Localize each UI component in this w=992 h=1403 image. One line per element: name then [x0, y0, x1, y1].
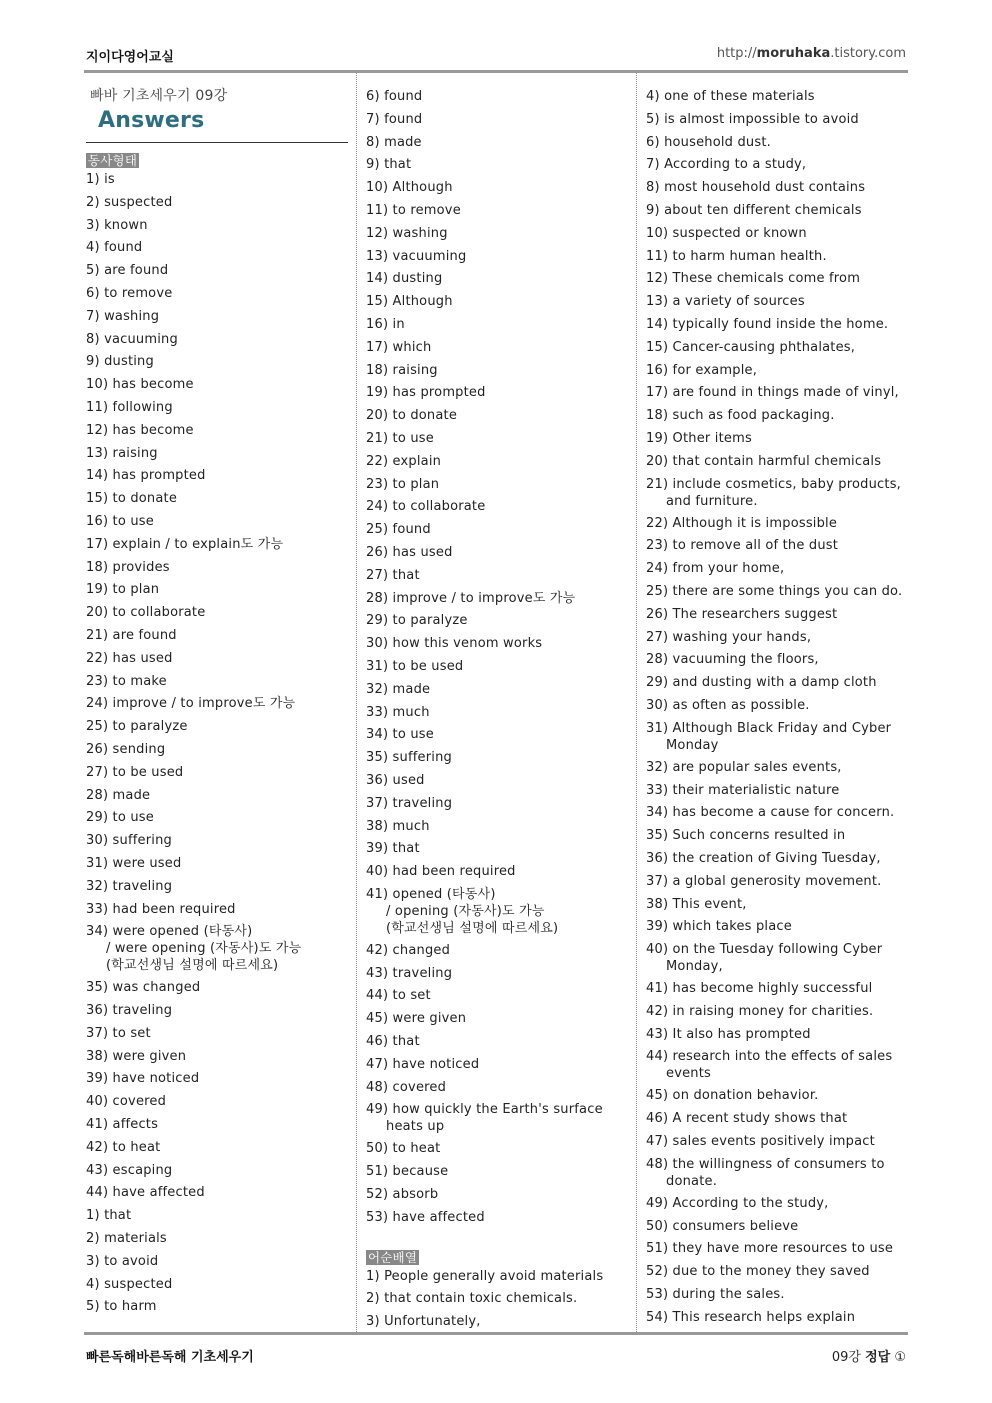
list-item: 51) they have more resources to use — [646, 1241, 894, 1257]
list-item: 36) used — [366, 772, 425, 788]
list-item: 24) improve / to improve도 가능 — [86, 696, 296, 712]
list-item: 17) which — [366, 339, 432, 355]
list-item: 15) Cancer-causing phthalates, — [646, 339, 856, 355]
list-item: 38) This event, — [646, 896, 747, 912]
list-item: 20) to donate — [366, 408, 458, 424]
list-item: 7) washing — [86, 308, 160, 324]
list-item: 39) have noticed — [86, 1071, 200, 1087]
url-prefix: http:// — [716, 46, 757, 61]
lesson-subtitle: 빠바 기초세우기 09강 — [90, 88, 228, 104]
list-item: 37) to set — [86, 1025, 151, 1041]
list-item: 39) that — [366, 841, 420, 857]
answer-list — [646, 86, 908, 474]
list-item: 12) washing — [366, 225, 448, 241]
list-item: 25) found — [366, 522, 431, 538]
list-item: 52) due to the money they saved — [646, 1264, 870, 1280]
list-item: 18) such as food packaging. — [646, 408, 835, 424]
list-item: 31) to be used — [366, 658, 464, 674]
list-item: 41) has become highly successful — [646, 981, 873, 997]
list-item: 41) affects — [86, 1117, 159, 1133]
list-item: 42) in raising money for charities. — [646, 1003, 874, 1019]
list-item: 42) to heat — [86, 1139, 161, 1155]
footer-rule — [84, 1332, 908, 1335]
list-item: 32) traveling — [86, 878, 173, 894]
list-item: 28) improve / to improve도 가능 — [366, 590, 576, 606]
list-item: 15) Although — [366, 294, 453, 310]
list-item: 27) to be used — [86, 764, 184, 780]
list-item: 13) raising — [86, 445, 158, 461]
answer-list — [646, 1193, 908, 1330]
list-item: 48) the willingness of consumers to donate. — [646, 1156, 885, 1189]
list-item: 22) Although it is impossible — [646, 515, 838, 531]
list-item: 43) escaping — [86, 1162, 173, 1178]
list-item: 36) traveling — [86, 1003, 173, 1019]
list-item: 11) to remove — [366, 202, 461, 218]
list-item: 20) to collaborate — [86, 605, 206, 621]
list-item: 32) are popular sales events, — [646, 759, 842, 775]
list-item: 44) to set — [366, 988, 431, 1004]
list-item: 35) was changed — [86, 980, 201, 996]
header-rule — [84, 70, 908, 73]
list-item: 24) to collaborate — [366, 499, 486, 515]
list-item: 32) made — [366, 681, 431, 697]
list-item: 18) provides — [86, 559, 170, 575]
list-item: 12) has become — [86, 422, 194, 438]
section-label-verb-form: 동사형태 — [88, 153, 138, 168]
list-item: 5) are found — [86, 263, 169, 279]
list-item: 6) found — [366, 89, 423, 104]
list-item: 27) that — [366, 567, 420, 583]
answer-list — [646, 1085, 908, 1153]
list-item: 26) The researchers suggest — [646, 606, 838, 622]
answers-column-2 — [366, 86, 628, 1334]
list-item: 7) found — [366, 111, 423, 127]
list-item: 35) Such concerns resulted in — [646, 828, 846, 844]
list-item: 26) sending — [86, 741, 166, 757]
list-item: 2) that contain toxic chemicals. — [366, 1291, 578, 1307]
list-item: 41) opened (타동사) / opening (자동사)도 가능 (학교선생님 설명에 따르세요) — [366, 886, 559, 936]
footer-book-title: 빠른독해바른독해 기초세우기 — [86, 1350, 254, 1365]
list-item: 13) a variety of sources — [646, 294, 805, 310]
list-item: 30) how this venom works — [366, 636, 543, 652]
list-item: 39) which takes place — [646, 919, 792, 935]
header-url[interactable] — [717, 46, 906, 61]
list-item: 31) Although Black Friday and Cyber Monday — [646, 720, 892, 753]
list-item: 44) have affected — [86, 1185, 205, 1201]
list-item: 40) on the Tuesday following Cyber Monday, — [646, 942, 883, 975]
list-item: 38) much — [366, 818, 430, 834]
list-item: 2) suspected — [86, 194, 173, 210]
list-item: 25) there are some things you can do. — [646, 583, 903, 599]
answers-column-1 — [86, 86, 348, 1319]
header-site-name: 지이다영어교실 — [86, 50, 174, 65]
list-item: 3) known — [86, 217, 148, 233]
list-item: 29) to use — [86, 810, 154, 826]
answer-list — [646, 978, 908, 1046]
footer-page-label: 09강 정답 ① — [831, 1350, 906, 1365]
list-item: 23) to plan — [366, 476, 440, 492]
answer-list — [366, 1138, 628, 1229]
list-item: 29) to paralyze — [366, 613, 468, 629]
column-divider — [636, 73, 637, 1332]
list-item: 4) one of these materials — [646, 89, 815, 104]
list-item: 34) were opened (타동사) / were opening (자동사)도 가능 (학교선생님 설명에 따르세요) — [86, 924, 302, 974]
list-item: 6) household dust. — [646, 134, 771, 150]
list-item: 43) It also has prompted — [646, 1026, 811, 1042]
list-item: 13) vacuuming — [366, 248, 467, 264]
list-item: 34) to use — [366, 727, 434, 743]
column-divider — [356, 73, 357, 1332]
list-item: 40) had been required — [366, 864, 516, 880]
answer-list — [366, 1266, 628, 1334]
list-item: 49) how quickly the Earth's surface heats up — [366, 1102, 603, 1135]
list-item: 45) were given — [366, 1011, 467, 1027]
list-item: 19) Other items — [646, 430, 752, 446]
list-item: 19) to plan — [86, 582, 160, 598]
list-item: 5) is almost impossible to avoid — [646, 111, 859, 127]
title-rule — [86, 142, 348, 143]
url-suffix: .tistory.com — [830, 46, 906, 61]
list-item: 20) that contain harmful chemicals — [646, 453, 882, 469]
list-item: 28) vacuuming the floors, — [646, 652, 819, 668]
list-item: 12) These chemicals come from — [646, 271, 861, 287]
list-item: 27) washing your hands, — [646, 629, 812, 645]
list-item: 49) According to the study, — [646, 1195, 829, 1211]
list-item: 23) to make — [86, 673, 167, 689]
list-item: 17) explain / to explain도 가능 — [86, 536, 284, 552]
list-item: 14) typically found inside the home. — [646, 316, 889, 332]
list-item: 1) is — [86, 172, 115, 187]
list-item: 37) a global generosity movement. — [646, 873, 882, 889]
list-item: 42) changed — [366, 942, 451, 958]
list-item: 30) as often as possible. — [646, 697, 810, 713]
list-item: 33) much — [366, 704, 430, 720]
list-item: 48) covered — [366, 1079, 447, 1095]
list-item: 33) had been required — [86, 901, 236, 917]
list-item: 53) have affected — [366, 1209, 485, 1225]
list-item: 9) about ten different chemicals — [646, 202, 862, 218]
list-item: 40) covered — [86, 1094, 167, 1110]
answer-list — [646, 513, 908, 718]
list-item: 46) that — [366, 1034, 420, 1050]
list-item: 24) from your home, — [646, 561, 785, 577]
list-item: 3) to avoid — [86, 1253, 159, 1269]
list-item: 6) to remove — [86, 285, 173, 301]
list-item: 54) This research helps explain — [646, 1309, 856, 1325]
list-item: 47) have noticed — [366, 1056, 480, 1072]
section-label-word-order: 어순배열 — [368, 1249, 418, 1265]
list-item: 15) to donate — [86, 491, 178, 507]
list-item: 37) traveling — [366, 795, 453, 811]
list-item: 1) that — [86, 1208, 132, 1224]
list-item: 52) absorb — [366, 1187, 439, 1203]
list-item: 9) that — [366, 157, 412, 173]
list-item: 8) made — [366, 134, 422, 150]
list-item: 11) following — [86, 399, 173, 415]
list-item: 45) on donation behavior. — [646, 1088, 819, 1104]
list-item: 21) to use — [366, 430, 434, 446]
list-item: 5) to harm — [86, 1299, 157, 1315]
list-item: 33) their materialistic nature — [646, 782, 840, 798]
list-item: 19) has prompted — [366, 385, 486, 401]
list-item: 4) suspected — [86, 1276, 173, 1292]
list-item: 29) and dusting with a damp cloth — [646, 675, 877, 691]
answer-list — [646, 757, 908, 939]
list-item: 8) vacuuming — [86, 331, 178, 347]
list-item: 44) research into the effects of sales events — [646, 1049, 893, 1082]
list-item: 18) raising — [366, 362, 438, 378]
list-item: 47) sales events positively impact — [646, 1134, 875, 1150]
list-item: 36) the creation of Giving Tuesday, — [646, 850, 881, 866]
answer-list — [366, 86, 628, 884]
list-item: 10) has become — [86, 377, 194, 393]
list-item: 10) suspected or known — [646, 225, 807, 241]
list-item: 22) has used — [86, 650, 173, 666]
list-item: 3) Unfortunately, — [366, 1314, 481, 1330]
list-item: 10) Although — [366, 180, 453, 196]
page-title: Answers — [98, 108, 205, 133]
list-item: 2) materials — [86, 1231, 167, 1247]
list-item: 11) to harm human health. — [646, 248, 827, 264]
list-item: 50) consumers believe — [646, 1218, 799, 1234]
list-item: 16) in — [366, 316, 405, 332]
list-item: 17) are found in things made of vinyl, — [646, 385, 899, 401]
list-item: 38) were given — [86, 1048, 187, 1064]
list-item: 28) made — [86, 787, 151, 803]
list-item: 22) explain — [366, 453, 442, 469]
list-item: 16) for example, — [646, 362, 758, 378]
list-item: 1) People generally avoid materials — [366, 1268, 604, 1284]
url-bold: moruhaka — [756, 46, 831, 61]
list-item: 14) dusting — [366, 271, 443, 287]
list-item: 35) suffering — [366, 750, 452, 766]
answers-column-3 — [646, 86, 908, 1330]
list-item: 8) most household dust contains — [646, 180, 866, 196]
list-item: 26) has used — [366, 544, 453, 560]
list-item: 50) to heat — [366, 1141, 441, 1157]
list-item: 51) because — [366, 1164, 449, 1180]
list-item: 23) to remove all of the dust — [646, 538, 839, 554]
list-item: 34) has become a cause for concern. — [646, 805, 895, 821]
list-item: 4) found — [86, 240, 143, 256]
list-item: 43) traveling — [366, 965, 453, 981]
list-item: 9) dusting — [86, 354, 154, 370]
list-item: 21) include cosmetics, baby products, and furniture. — [646, 476, 902, 509]
list-item: 14) has prompted — [86, 468, 206, 484]
list-item: 16) to use — [86, 513, 154, 529]
answer-list — [86, 169, 348, 921]
list-item: 31) were used — [86, 855, 182, 871]
answer-list — [366, 940, 628, 1100]
list-item: 46) A recent study shows that — [646, 1111, 848, 1127]
answer-list — [86, 977, 348, 1319]
list-item: 30) suffering — [86, 833, 172, 849]
list-item: 21) are found — [86, 627, 177, 643]
list-item: 7) According to a study, — [646, 157, 807, 173]
list-item: 53) during the sales. — [646, 1287, 785, 1303]
list-item: 25) to paralyze — [86, 719, 188, 735]
